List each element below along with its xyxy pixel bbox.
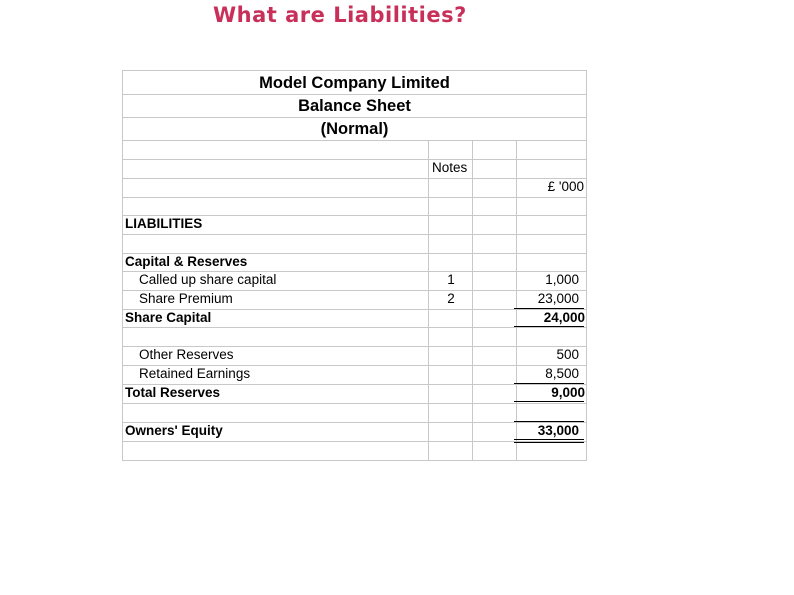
row-value-owners-equity: 33,000 [537, 423, 579, 438]
reserves-rule [514, 383, 584, 384]
report-title: Balance Sheet [298, 97, 411, 115]
balance-sheet-table [122, 70, 587, 461]
row-note-called-up: 1 [447, 272, 455, 287]
subtotal-rule [514, 308, 584, 309]
slide-title: What are Liabilities? [213, 3, 467, 27]
row-value-called-up: 1,000 [545, 272, 579, 287]
row-note-share-premium: 2 [447, 291, 455, 306]
equity-double-underline-2 [514, 442, 584, 443]
row-label-share-capital: Share Capital [125, 310, 212, 325]
notes-column-header: Notes [432, 160, 468, 175]
row-value-share-capital: 24,000 [543, 310, 585, 325]
row-label-total-reserves: Total Reserves [125, 385, 221, 400]
subtotal-underline [514, 326, 584, 327]
section-capital-reserves: Capital & Reserves [125, 254, 248, 269]
row-value-other-reserves: 500 [556, 347, 579, 362]
company-name: Model Company Limited [259, 74, 450, 92]
reserves-underline [514, 401, 584, 402]
row-label-share-premium: Share Premium [139, 291, 233, 306]
equity-rule [514, 421, 584, 422]
equity-double-underline-1 [514, 439, 584, 440]
row-value-share-premium: 23,000 [537, 291, 579, 306]
row-label-owners-equity: Owners' Equity [125, 423, 223, 438]
section-liabilities: LIABILITIES [125, 216, 203, 231]
currency-column-header: £ '000 [547, 179, 584, 194]
row-label-called-up: Called up share capital [139, 272, 277, 287]
row-label-other-reserves: Other Reserves [139, 347, 234, 362]
row-value-total-reserves: 9,000 [551, 385, 585, 400]
report-variant: (Normal) [320, 120, 389, 138]
row-label-retained-earnings: Retained Earnings [139, 366, 251, 381]
row-value-retained-earnings: 8,500 [545, 366, 579, 381]
